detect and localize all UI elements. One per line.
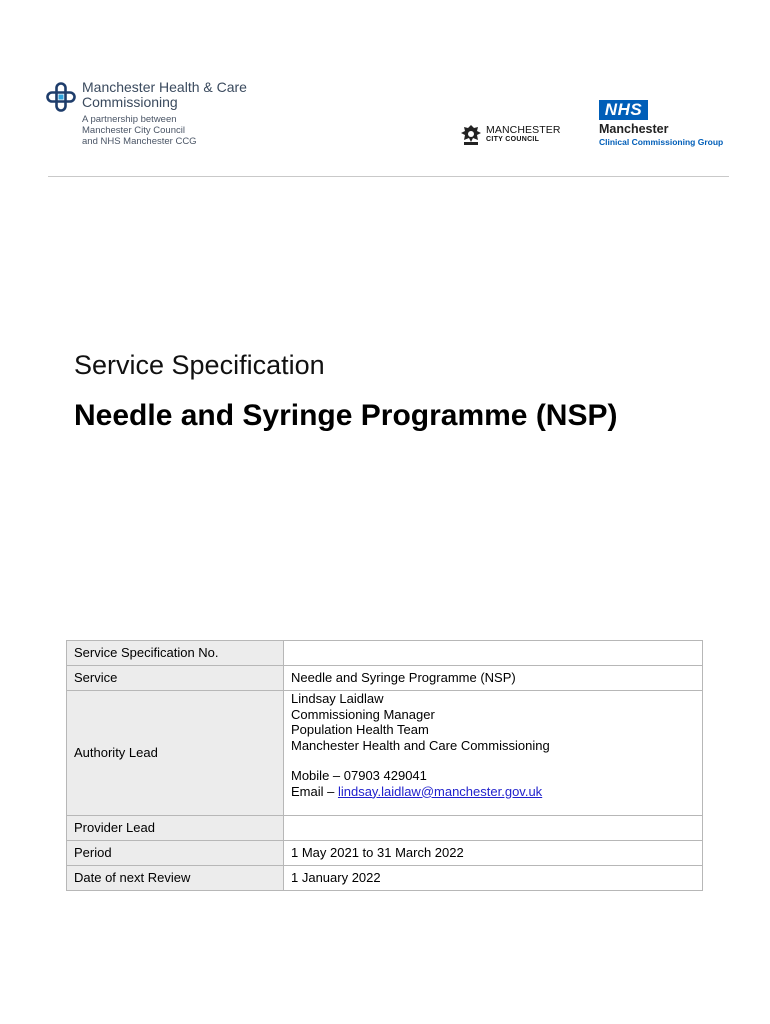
table-row — [67, 866, 703, 891]
review-date-value: 1 January 2022 — [284, 866, 703, 891]
provider-lead-label: Provider Lead — [67, 816, 284, 841]
authority-lead-mobile: Mobile – 07903 429041 — [291, 768, 427, 783]
city-council-sub: CITY COUNCIL — [486, 136, 540, 143]
mhcc-name-line2: Commissioning — [82, 94, 178, 110]
mhcc-cross-icon — [46, 82, 76, 112]
nhs-badge: NHS — [599, 100, 648, 120]
mhcc-sub-line2: Manchester City Council — [82, 125, 185, 136]
authority-lead-value — [284, 691, 703, 816]
service-value: Needle and Syringe Programme (NSP) — [284, 666, 703, 691]
authority-lead-role: Commissioning Manager — [291, 706, 435, 722]
authority-lead-email-line — [291, 784, 695, 800]
specification-table — [66, 640, 703, 891]
review-date-label: Date of next Review — [67, 866, 284, 891]
period-label: Period — [67, 841, 284, 866]
header — [0, 0, 770, 180]
nhs-city: Manchester — [599, 122, 669, 136]
authority-lead-name: Lindsay Laidlaw — [291, 691, 384, 706]
email-prefix: Email – — [291, 783, 338, 799]
table-row — [67, 641, 703, 666]
service-label: Service — [67, 666, 284, 691]
mhcc-name-line1: Manchester Health & Care — [82, 79, 247, 95]
email-link[interactable]: lindsay.laidlaw@manchester.gov.uk — [337, 783, 543, 799]
mhcc-sub-line1: A partnership between — [82, 114, 177, 125]
authority-lead-org: Manchester Health and Care Commissioning — [291, 737, 550, 753]
spec-no-value — [284, 641, 703, 666]
mhcc-sub-line3: and NHS Manchester CCG — [82, 136, 197, 147]
table-row — [67, 666, 703, 691]
table-row — [67, 816, 703, 841]
authority-lead-team: Population Health Team — [291, 722, 429, 737]
provider-lead-value — [284, 816, 703, 841]
spacer — [291, 753, 695, 768]
spec-no-label: Service Specification No. — [67, 641, 284, 666]
authority-lead-label: Authority Lead — [67, 691, 284, 816]
document-type: Service Specification — [74, 350, 325, 380]
document-title: Needle and Syringe Programme (NSP) — [74, 399, 618, 432]
mhcc-name — [82, 80, 247, 110]
nhs-ccg-name: Clinical Commissioning Group — [599, 137, 724, 147]
crest-icon — [459, 124, 483, 146]
header-divider — [48, 176, 729, 177]
table-row — [67, 841, 703, 866]
city-council-name: MANCHESTER — [486, 124, 561, 136]
table-row — [67, 691, 703, 816]
period-value: 1 May 2021 to 31 March 2022 — [284, 841, 703, 866]
mhcc-partnership-text — [82, 114, 197, 147]
